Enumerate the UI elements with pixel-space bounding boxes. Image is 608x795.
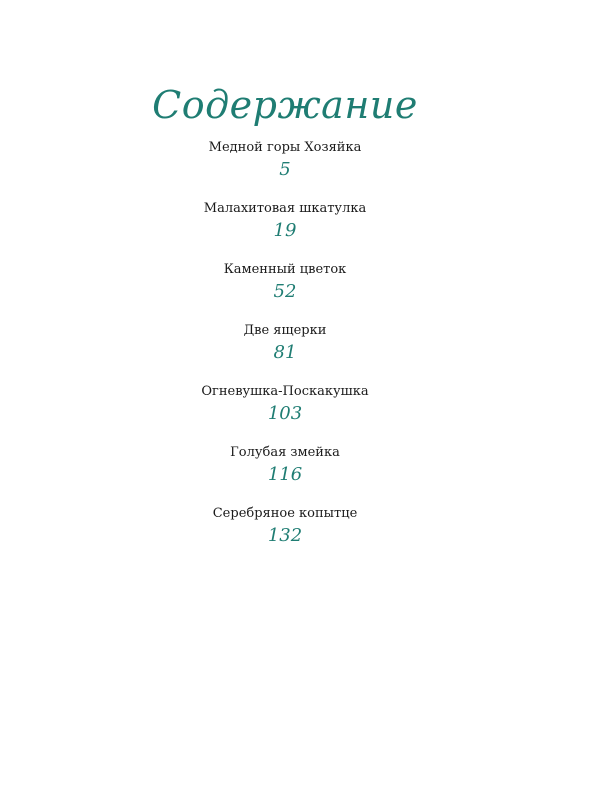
toc-entry-title: Голубая змейка — [230, 445, 340, 460]
toc-entry-title: Каменный цветок — [223, 262, 347, 277]
toc-entry-title: Медной горы Хозяйка — [208, 140, 362, 155]
toc-entry-title: Две ящерки — [243, 323, 327, 338]
toc-entry[interactable] — [0, 260, 570, 321]
toc-entry-page-number: 132 — [267, 525, 303, 546]
toc-entry-title: Малахитовая шкатулка — [203, 201, 367, 216]
toc-entry-page-number: 5 — [279, 159, 291, 180]
toc-entry-page-number: 19 — [273, 220, 297, 241]
page-title: Содержание — [152, 83, 418, 128]
toc-entry[interactable] — [0, 504, 570, 565]
toc-list — [0, 138, 570, 565]
toc-entry-page-number: 52 — [273, 281, 297, 302]
toc-entry[interactable] — [0, 321, 570, 382]
toc-entry[interactable] — [0, 382, 570, 443]
toc-entry[interactable] — [0, 443, 570, 504]
toc-entry-title: Огневушка-Поскакушка — [201, 384, 369, 399]
toc-entry[interactable] — [0, 138, 570, 199]
toc-entry-page-number: 81 — [273, 342, 297, 363]
toc-entry[interactable] — [0, 199, 570, 260]
toc-entry-title: Серебряное копытце — [212, 506, 358, 521]
toc-entry-page-number: 103 — [267, 403, 303, 424]
toc-entry-page-number: 116 — [267, 464, 303, 485]
